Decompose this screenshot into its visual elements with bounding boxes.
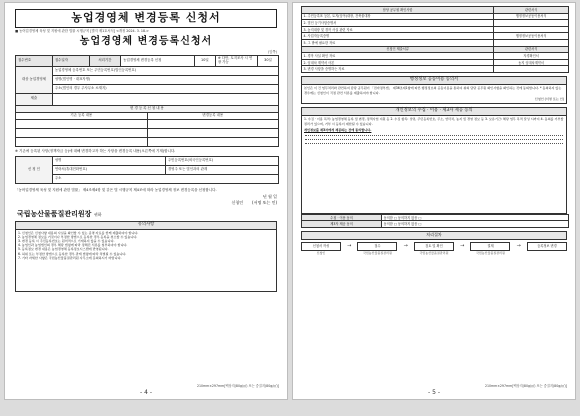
page-number: - 5 - (428, 389, 440, 397)
processing-period-label: 처리기간 (89, 55, 121, 66)
check-head-form: 관련서식 (494, 7, 569, 14)
change-old-1[interactable] (16, 120, 148, 129)
proxy-id-field[interactable]: 주민등록번호(외국인등록번호) (165, 156, 278, 165)
page-number: - 4 - (140, 389, 152, 397)
receipt-number-label: 접수번호 (16, 55, 53, 66)
declaration-text: 「농어업경영체 육성 및 지원에 관한 법률」 제4조제4항 및 같은 법 시행규칙 제4조에 따라 농업경영체 정보 변경등록을 신청합니다. (15, 187, 217, 192)
privacy-text: 1. 수집 · 이용 목적: 농업경영체 등록 및 변경, 정책사업 지원 등 2. 수집 항목: 성명, 주민등록번호, 주소, 연락처, 농지 및 경영 정보 등 3. 보유기간: 해당 업무 목적 달성 시까지 4. 동의를 거부할 권리가 있으며, 거부 시 등록이 제한될 수 있습니다. (304, 117, 564, 126)
sign-mark[interactable]: (서명 또는 인) (252, 200, 277, 206)
recipient-org (17, 210, 277, 218)
agreement-table (301, 214, 569, 228)
agree-checkbox-row[interactable]: 동의함 □ 동의하지 않음 □ (382, 221, 569, 228)
applicant-row-1[interactable]: 농업경영체 등록번호 또는 주민등록번호(법인등록번호) (52, 66, 278, 75)
flow-heading: 처리절차 (301, 231, 567, 240)
note-item: 6. 허위 또는 부정한 방법으로 등록한 경우 관계 법령에 따라 처벌될 수 있습니다. (18, 251, 127, 256)
check-row: 5. 그 밖에 필요한 자료 (302, 39, 494, 46)
flow-step: 등록정보 변경 (527, 242, 567, 252)
check-head-main: 담당 공무원 확인사항 (302, 7, 494, 14)
check-row: 2. 법인 등기사항증명서 (302, 20, 494, 27)
flow-step: 검토 및 확인 (414, 242, 454, 252)
processing-extension-days: 30일 (257, 55, 278, 66)
attach-head-form: 관련서식 (494, 46, 569, 53)
arrow-right-icon: → (403, 242, 408, 249)
notes-box (15, 230, 277, 292)
arrow-right-icon: → (516, 242, 521, 249)
proxy-name-field[interactable]: 성명 (52, 156, 165, 165)
page-5 (292, 2, 576, 400)
change-instruction: ※ 기존에 등록된 사항(정책자금 등)에 대해 변경하고자 하는 사항을 변경등록 내용(오른쪽에 기재)합니다. (15, 149, 176, 154)
note-item: 7. 기타 자세한 사항은 국립농산물품질관리원 사무소에 문의하시기 바랍니다. (18, 255, 122, 260)
divider (305, 139, 563, 140)
change-new-1[interactable] (147, 120, 279, 129)
notes-heading: 유의사항 (15, 221, 277, 230)
agree-checkbox-row[interactable]: 동의함 □ 동의하지 않음 □ (382, 214, 569, 221)
attach-head-main: 신청인 제출서류 (302, 46, 494, 53)
arrow-right-icon: → (460, 242, 465, 249)
recipient-suffix: 귀하 (93, 211, 102, 217)
signer-label: 신청인 (231, 200, 244, 206)
check-row: 1. 주민등록표 등본, 토지(임야)대장, 건축물대장 (302, 13, 494, 20)
receipt-table (15, 55, 279, 67)
check-section (301, 6, 567, 73)
paper-size-note: 210mm×297mm[백상지(80g/㎡) 또는 중질지(80g/㎡)] (196, 384, 279, 389)
submit-blank[interactable] (52, 93, 278, 105)
process-flow (301, 231, 567, 256)
applicant-section-label: 대상 농업경영체 (16, 66, 53, 93)
flow-sub: 국립농산물품질관리원 (363, 251, 392, 256)
change-header-old: 기존 등록 내용 (16, 113, 148, 120)
form-notice: ■ 농어업경영체 육성 및 지원에 관한 법률 시행규칙 [별지 제1호서식] <개정 2024. 3. 18.> (15, 28, 149, 33)
note-item: 2. 농업경영체 정보를 거짓이나 부정한 방법으로 등록한 경우 등록을 취소할 수 있습니다. (18, 234, 138, 239)
proxy-address-field[interactable]: 주소 (52, 174, 278, 183)
change-old-3[interactable] (16, 138, 148, 147)
attach-row: 1. 경작 사실 확인 자료 (302, 53, 494, 60)
proxy-table (15, 156, 279, 184)
agree-label: 제3자 제공 동의 (302, 221, 382, 228)
note-item: 1. 신청인은 신청사항 내용의 사실을 확인할 수 있는 증명 자료를 함께 제출하여야 합니다. (18, 230, 139, 235)
attach-form: 자경확인서 (494, 53, 569, 60)
flow-step: 신청서 작성 (301, 242, 341, 252)
processing-type: 농업경영체 변경등록 신청 (121, 55, 195, 66)
note-item: 3. 변경 등록 시 주민등록번호는 원칙적으로 기재하지 않을 수 있습니다. (18, 239, 115, 244)
processing-days: 10일 (194, 55, 215, 66)
change-table (15, 105, 279, 147)
consent-text: 본인은 이 건 업무처리와 관련하여 담당 공무원이 「전자정부법」 제36조제1항에 따른 행정정보의 공동이용을 통하여 위의 담당 공무원 확인사항을 확인하는 것에 동의합니다. * 동의하지 않는 경우에는 신청인이 직접 관련 서류를 제출하여야 합니다. (304, 86, 562, 95)
page-4 (4, 2, 288, 400)
receipt-date-label: 접수일자 (52, 55, 89, 66)
flow-steps (301, 242, 567, 252)
attach-row: 3. 변경 사항을 증명하는 자료 (302, 66, 494, 73)
check-form: 행정정보공동이용서식 (494, 13, 569, 20)
flow-sub: 국립농산물품질관리원 (419, 251, 449, 256)
flow-sub: 신청인 (316, 251, 326, 256)
flow-sub (527, 252, 567, 255)
note-item: 4. 농업인과 농업법인의 경우 해당 법령에 따라 정해진 서류를 첨부하여야 합니다. (18, 243, 128, 248)
check-form (494, 20, 569, 27)
applicant-row-3[interactable]: 주소(법인의 경우 주사무소 소재지) (52, 84, 278, 93)
divider (305, 135, 563, 136)
change-section-label: 변 경 등 록 신 청 내 용 (16, 106, 279, 113)
change-new-2[interactable] (147, 129, 279, 138)
applicant-table (15, 66, 279, 106)
divider (305, 143, 563, 144)
processing-extension-note: ※ 다만, 토지조사 시 연장 가능 (215, 55, 257, 66)
consent-heading: 행정정보 공동이용 동의서 (301, 76, 567, 85)
arrow-right-icon: → (347, 242, 352, 249)
flow-step: 결재 (470, 242, 510, 252)
document-title: 농업경영체 변경등록신청서 (79, 36, 213, 48)
check-form (494, 26, 569, 33)
proxy-relation-field[interactable]: 경영주 또는 법인과의 관계 (165, 165, 278, 174)
check-row: 3. 농지대장 및 경작 사실 관련 자료 (302, 26, 494, 33)
page-side-note: (앞쪽) (268, 49, 277, 54)
flow-subs (301, 252, 567, 255)
page-title-banner: 농업경영체 변경등록 신청서 (15, 9, 277, 28)
date-row (15, 195, 277, 200)
change-old-2[interactable] (16, 129, 148, 138)
check-row: 4. 사업자등록증명 (302, 33, 494, 40)
signer-row (15, 201, 277, 206)
attach-form (494, 66, 569, 73)
privacy-body (301, 116, 567, 214)
proxy-phone-field[interactable]: 연락처(휴대전화번호) (52, 165, 165, 174)
change-new-3[interactable] (147, 138, 279, 147)
attach-row: 2. 임대차 계약서 사본 (302, 59, 494, 66)
date-line: 년 월 일 (262, 193, 277, 199)
privacy-heading: 개인정보의 수집 · 이용 · 제3자 제공 동의 (301, 107, 567, 116)
consent-body (301, 85, 567, 104)
check-form: 행정정보공동이용서식 (494, 33, 569, 40)
consent-sign[interactable]: 신청인 (서명 또는 인) (534, 97, 564, 102)
flow-sub: 국립농산물품질관리원 (476, 251, 505, 256)
proxy-section-label: 신 청 인 (16, 156, 53, 183)
change-header-new: 변경등록 내용 (147, 113, 279, 120)
flow-step: 접수 (357, 242, 397, 252)
check-form (494, 39, 569, 46)
privacy-emphasis: 개인정보를 제3자에게 제공하는 것에 동의합니다. (304, 127, 372, 132)
official-check-table (301, 6, 569, 73)
attach-form: 농지 임대차계약서 (494, 59, 569, 66)
recipient-org-name: 국립농산물품질관리원장 (17, 209, 92, 218)
agree-label: 수집 · 이용 동의 (302, 214, 382, 221)
note-item: 5. 등록정보 변경 내용은 농업경영체 등록정보시스템에 반영됩니다. (18, 247, 109, 252)
applicant-row-2[interactable]: 성명(법인명 · 대표자명) (52, 75, 278, 84)
sign-section-label: 제출 (16, 93, 53, 105)
paper-size-note: 210mm×297mm[백상지(80g/㎡) 또는 중질지(80g/㎡)] (484, 384, 567, 389)
